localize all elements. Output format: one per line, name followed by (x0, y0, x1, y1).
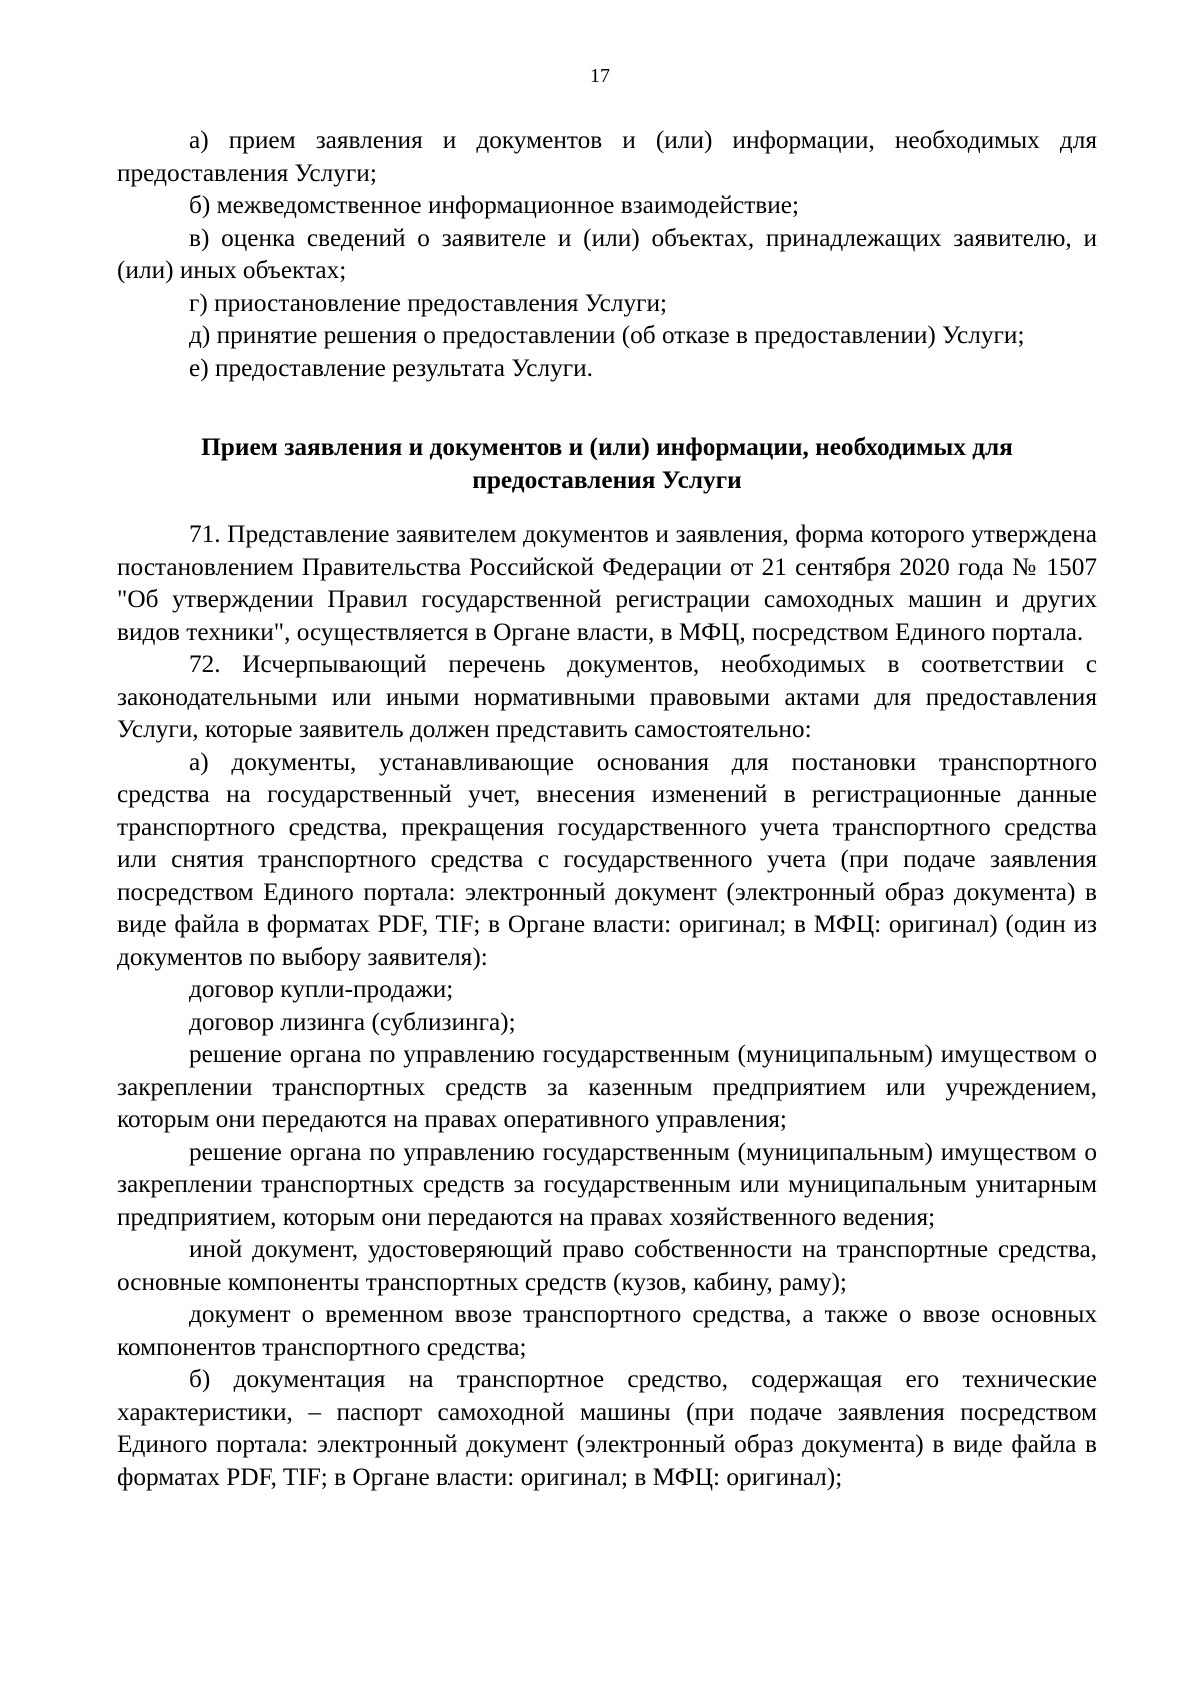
document-item: решение органа по управлению государственным (муниципальным) имуществом о закреплении транспортных средств за государственным или муниципальным унитарным предприятием, которым они передаются на правах хозяйственного ведения; (117, 1137, 1097, 1231)
procedure-list (117, 124, 1097, 384)
paragraph-72: 72. Исчерпывающий перечень документов, необходимых в соответствии с законодательными или иными нормативными правовыми актами для предоставления Услуги, которые заявитель должен представить самостоятельно: (117, 650, 1097, 743)
section-body (117, 518, 1097, 1493)
list-item: г) приостановление предоставления Услуги; (189, 288, 668, 317)
document-item: решение органа по управлению государственным (муниципальным) имуществом о закреплении транспортных средств за казенным предприятием или учреждением, которым они передаются на правах оперативного управления; (117, 1040, 1097, 1133)
document-item: иной документ, удостоверяющий право собственности на транспортные средства, основные компоненты транспортных средств (кузов, кабину, раму); (117, 1235, 1097, 1296)
list-item: е) предоставление результата Услуги. (189, 353, 593, 382)
list-item: а) прием заявления и документов и (или) информации, необходимых для предоставления Услуги; (117, 126, 1097, 187)
subparagraph-a: а) документы, устанавливающие основания для постановки транспортного средства на государственный учет, внесения изменений в регистрационные данные транспортного средства, прекращения государственного учета транспортного средства или снятия транспортного средства с государственного учета (при подаче заявления посредством Единого портала: электронный документ (электронный образ документа) в виде файла в форматах PDF, TIF; в Органе власти: оригинал; в МФЦ: оригинал) (один из документов по выбору заявителя): (117, 747, 1097, 971)
page-number: 17 (590, 65, 610, 87)
section-heading: Прием заявления и документов и (или) информации, необходимых для предоставления Услуги (201, 433, 1013, 494)
paragraph-71: 71. Представление заявителем документов и заявления, форма которого утверждена постановлением Правительства Российской Федерации от 21 сентября 2020 года № 1507 "Об утверждении Правил государственной регистрации самоходных машин и других видов техники", осуществляется в Органе власти, в МФЦ, посредством Единого портала. (117, 520, 1097, 646)
subparagraph-b: б) документация на транспортное средство, содержащая его технические характеристики, – паспорт самоходной машины (при подаче заявления посредством Единого портала: электронный документ (электронный образ документа) в виде файла в форматах PDF, TIF; в Органе власти: оригинал; в МФЦ: оригинал); (117, 1365, 1097, 1491)
list-item: в) оценка сведений о заявителе и (или) объектах, принадлежащих заявителю, и (или) иных объектах; (117, 223, 1097, 284)
document-item: договор купли-продажи; (189, 975, 454, 1003)
list-item: д) принятие решения о предоставлении (об отказе в предоставлении) Услуги; (189, 321, 1025, 349)
document-item: документ о временном ввозе транспортного средства, а также о ввозе основных компонентов транспортного средства; (117, 1300, 1097, 1361)
list-item: б) межведомственное информационное взаимодействие; (189, 191, 800, 219)
document-item: договор лизинга (сублизинга); (189, 1007, 516, 1036)
